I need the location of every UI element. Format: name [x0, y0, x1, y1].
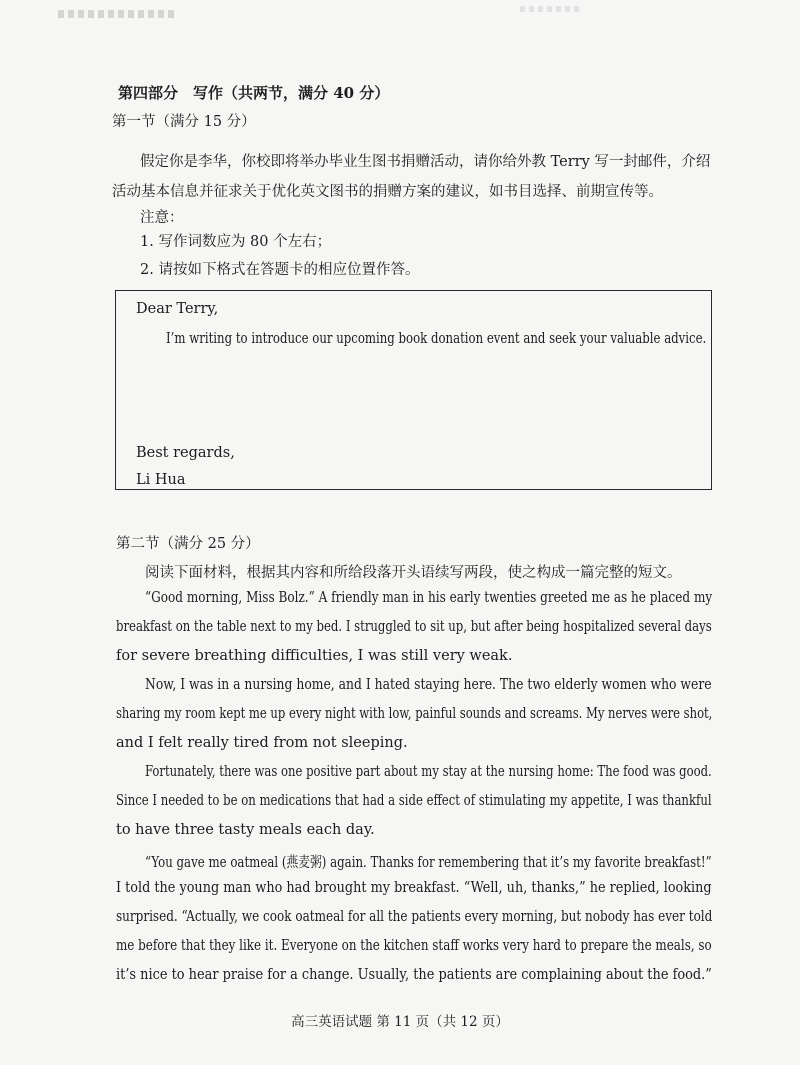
section2-title: 第二节（满分 25 分） [116, 536, 260, 552]
letter-closing: Best regards, [136, 445, 235, 461]
letter-signature: Li Hua [136, 472, 186, 488]
passage-line: breakfast on the table next to my bed. I struggled to sit up, but after being hospitalized several days [116, 619, 712, 635]
note-item: 1. 写作词数应为 80 个左右； [140, 234, 332, 250]
scan-artifact [520, 6, 580, 12]
note-item: 2. 请按如下格式在答题卡的相应位置作答。 [140, 262, 420, 278]
section1-title: 第一节（满分 15 分） [112, 114, 256, 130]
passage-line: Fortunately, there was one positive part about my stay at the nursing home: The food was good. [145, 764, 712, 780]
part-heading: 第四部分 写作（共两节，满分 40 分） [118, 84, 390, 102]
passage-line: it’s nice to hear praise for a change. Usually, the patients are complaining about the food.” [116, 967, 712, 983]
passage-line: I told the young man who had brought my breakfast. “Well, uh, thanks,” he replied, looking [116, 880, 712, 896]
scan-artifact [58, 10, 178, 18]
passage-line: “Good morning, Miss Bolz.” A friendly man in his early twenties greeted me as he placed my [145, 590, 713, 606]
passage-line: surprised. “Actually, we cook oatmeal for all the patients every morning, but nobody has ever told [116, 909, 713, 925]
passage-line: me before that they like it. Everyone on the kitchen staff works very hard to prepare the meals, so [116, 938, 712, 954]
passage-line: Now, I was in a nursing home, and I hated staying here. The two elderly women who were [145, 677, 712, 693]
passage-line: Since I needed to be on medications that had a side effect of stimulating my appetite, I was thankful [116, 793, 712, 809]
letter-greeting: Dear Terry, [136, 301, 219, 317]
passage-line: “You gave me oatmeal (燕麦粥) again. Thanks for remembering that it’s my favorite breakfast!” [145, 855, 712, 871]
passage-line: to have three tasty meals each day. [116, 822, 375, 838]
passage-line: sharing my room kept me up every night with low, painful sounds and screams. My nerves were shot, [116, 706, 713, 722]
prompt-line-1: 假定你是李华，你校即将举办毕业生图书捐赠活动，请你给外教 Terry 写一封邮件，介绍 [140, 154, 711, 170]
notice-label: 注意： [140, 210, 184, 226]
section2-instruction: 阅读下面材料，根据其内容和所给段落开头语续写两段，使之构成一篇完整的短文。 [145, 565, 682, 581]
passage-line: and I felt really tired from not sleeping. [116, 735, 408, 751]
passage-line: for severe breathing difficulties, I was still very weak. [116, 648, 513, 664]
page-footer: 高三英语试题 第 11 页（共 12 页） [291, 1014, 509, 1030]
letter-template-box [115, 290, 712, 490]
letter-opening: I’m writing to introduce our upcoming book donation event and seek your valuable advice. [166, 331, 707, 347]
prompt-line-2: 活动基本信息并征求关于优化英文图书的捐赠方案的建议，如书目选择、前期宣传等。 [112, 184, 663, 200]
